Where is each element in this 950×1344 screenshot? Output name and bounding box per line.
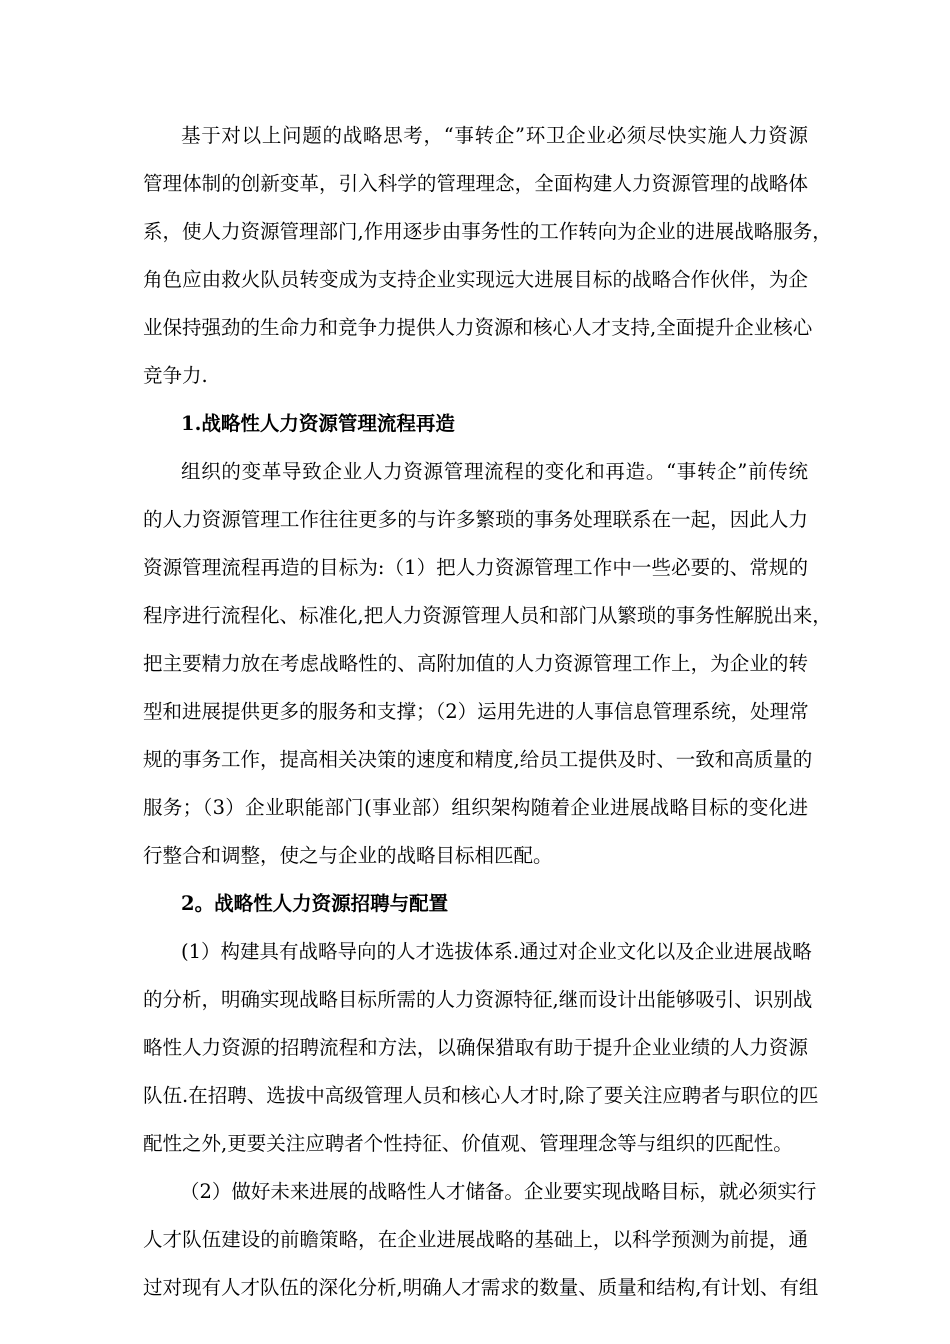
paragraph-line: 业保持强劲的生命力和竞争力提供人力资源和核心人才支持,全面提升企业核心 (143, 316, 813, 339)
paragraph-line: 把主要精力放在考虑战略性的、高附加值的人力资源管理工作上，为企业的转 (143, 652, 808, 675)
paragraph-line: 组织的变革导致企业人力资源管理流程的变化和再造。“事转企”前传统 (181, 460, 808, 483)
section-heading: 2。战略性人力资源招聘与配置 (181, 892, 449, 915)
paragraph-line: 系，使人力资源管理部门,作用逐步由事务性的工作转向为企业的进展战略服务， (143, 220, 832, 243)
paragraph-line: (1）构建具有战略导向的人才选拔体系.通过对企业文化以及企业进展战略 (181, 940, 812, 963)
paragraph-line: 服务；（3）企业职能部门(事业部）组织架构随着企业进展战略目标的变化进 (143, 796, 808, 819)
paragraph-line: 人才队伍建设的前瞻策略，在企业进展战略的基础上，以科学预测为前提，通 (143, 1228, 808, 1251)
paragraph-line: 队伍.在招聘、选拔中高级管理人员和核心人才时,除了要关注应聘者与职位的匹 (143, 1084, 819, 1107)
paragraph-line: 基于对以上问题的战略思考，“事转企”环卫企业必须尽快实施人力资源 (181, 124, 808, 147)
paragraph-line: 的分析，明确实现战略目标所需的人力资源特征,继而设计出能够吸引、识别战 (143, 988, 813, 1011)
paragraph-line: 资源管理流程再造的目标为:（1）把人力资源管理工作中一些必要的、常规的 (143, 556, 808, 579)
paragraph-line: 略性人力资源的招聘流程和方法，以确保猎取有助于提升企业业绩的人力资源 (143, 1036, 808, 1059)
paragraph-line: 行整合和调整，使之与企业的战略目标相匹配。 (143, 844, 553, 867)
paragraph-line: 程序进行流程化、标准化,把人力资源管理人员和部门从繁琐的事务性解脱出来， (143, 604, 832, 627)
paragraph-line: 管理体制的创新变革，引入科学的管理理念，全面构建人力资源管理的战略体 (143, 172, 808, 195)
paragraph-line: （2）做好未来进展的战略性人才储备。企业要实现战略目标，就必须实行 (180, 1180, 817, 1203)
paragraph-line: 型和进展提供更多的服务和支撑；（2）运用先进的人事信息管理系统，处理常 (143, 700, 809, 723)
paragraph-line: 角色应由救火队员转变成为支持企业实现远大进展目标的战略合作伙伴，为企 (143, 268, 808, 291)
paragraph-line: 过对现有人才队伍的深化分析,明确人才需求的数量、质量和结构,有计划、有组 (143, 1276, 819, 1299)
paragraph-line: 的人力资源管理工作往往更多的与许多繁琐的事务处理联系在一起，因此人力 (143, 508, 808, 531)
paragraph-line: 竞争力. (143, 364, 208, 387)
section-heading: 1.战略性人力资源管理流程再造 (181, 412, 455, 435)
paragraph-line: 配性之外,更要关注应聘者个性持征、价值观、管理理念等与组织的匹配性。 (143, 1132, 793, 1155)
paragraph-line: 规的事务工作，提高相关决策的速度和精度,给员工提供及时、一致和高质量的 (143, 748, 813, 771)
